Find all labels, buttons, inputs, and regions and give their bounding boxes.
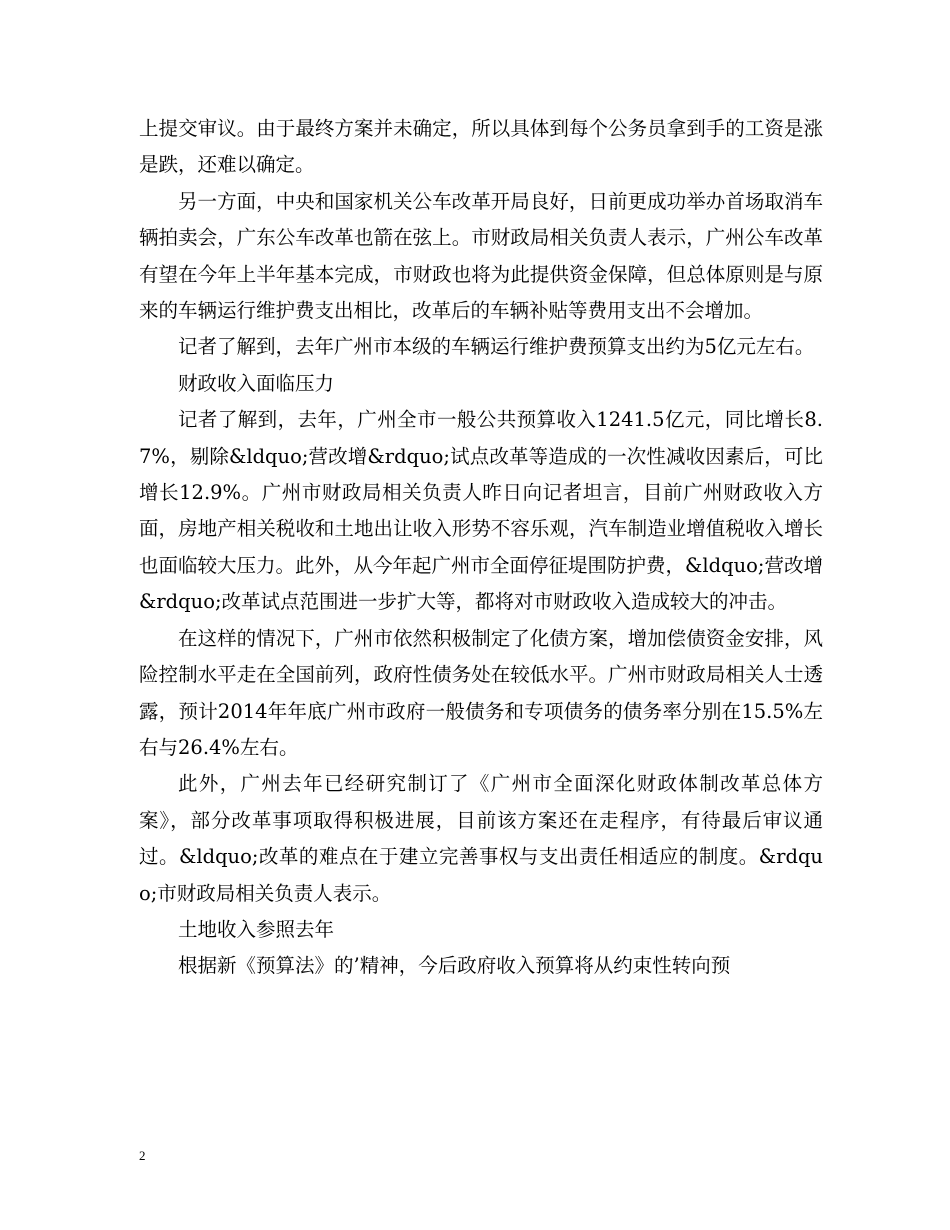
section-heading-revenue-pressure: 财政收入面临压力 (178, 371, 335, 395)
paragraph-budget-law: 根据新《预算法》的’精神，今后政府收入预算将从约束性转向预 (178, 954, 731, 978)
paragraph-debt: 在这样的情况下，广州市依然积极制定了化债方案，增加偿债资金安排，风险控制水平走在全国前列，政府性债务处在较低水平。广州市财政局相关人士透露，预计2014年年底广州市政府一般债务和专项债务的债务率分别在15.5%左右与26.4%左右。 (139, 626, 823, 759)
paragraph-vehicle-budget: 记者了解到，去年广州市本级的车辆运行维护费预算支出约为5亿元左右。 (178, 335, 815, 359)
paragraph-bus-reform: 另一方面，中央和国家机关公车改革开局良好，日前更成功举办首场取消车辆拍卖会，广东公车改革也箭在弦上。市财政局相关负责人表示，广州公车改革有望在今年上半年基本完成，市财政也将为此提供资金保障，但总体原则是与原来的车辆运行维护费支出相比，改革后的车辆补贴等费用支出不会增加。 (139, 189, 823, 323)
page-number: 2 (139, 1148, 146, 1163)
section-heading-land-income: 土地收入参照去年 (178, 917, 335, 941)
paragraph-revenue: 记者了解到，去年，广州全市一般公共预算收入1241.5亿元，同比增长8.7%，剔除&ldquo;营改增&rdquo;试点改革等造成的一次性减收因素后，可比增长12.9%。广州市财政局相关负责人昨日向记者坦言，目前广州财政收入方面，房地产相关税收和土地出让收入形势不容乐观，汽车制造业增值税收入增长也面临较大压力。此外，从今年起广州市全面停征堤围防护费，&ldquo;营改增&rdquo;改革试点范围进一步扩大等，都将对市财政收入造成较大的冲击。 (139, 408, 823, 614)
paragraph-reform-plan: 此外，广州去年已经研究制订了《广州市全面深化财政体制改革总体方案》，部分改革事项取得积极进展，目前该方案还在走程序，有待最后审议通过。&ldquo;改革的难点在于建立完善事权与支出责任相适应的制度。&rdquo;市财政局相关负责人表示。 (139, 772, 823, 905)
body-text (139, 111, 823, 985)
paragraph-continued: 上提交审议。由于最终方案并未确定，所以具体到每个公务员拿到手的工资是涨是跌，还难以确定。 (139, 117, 823, 177)
